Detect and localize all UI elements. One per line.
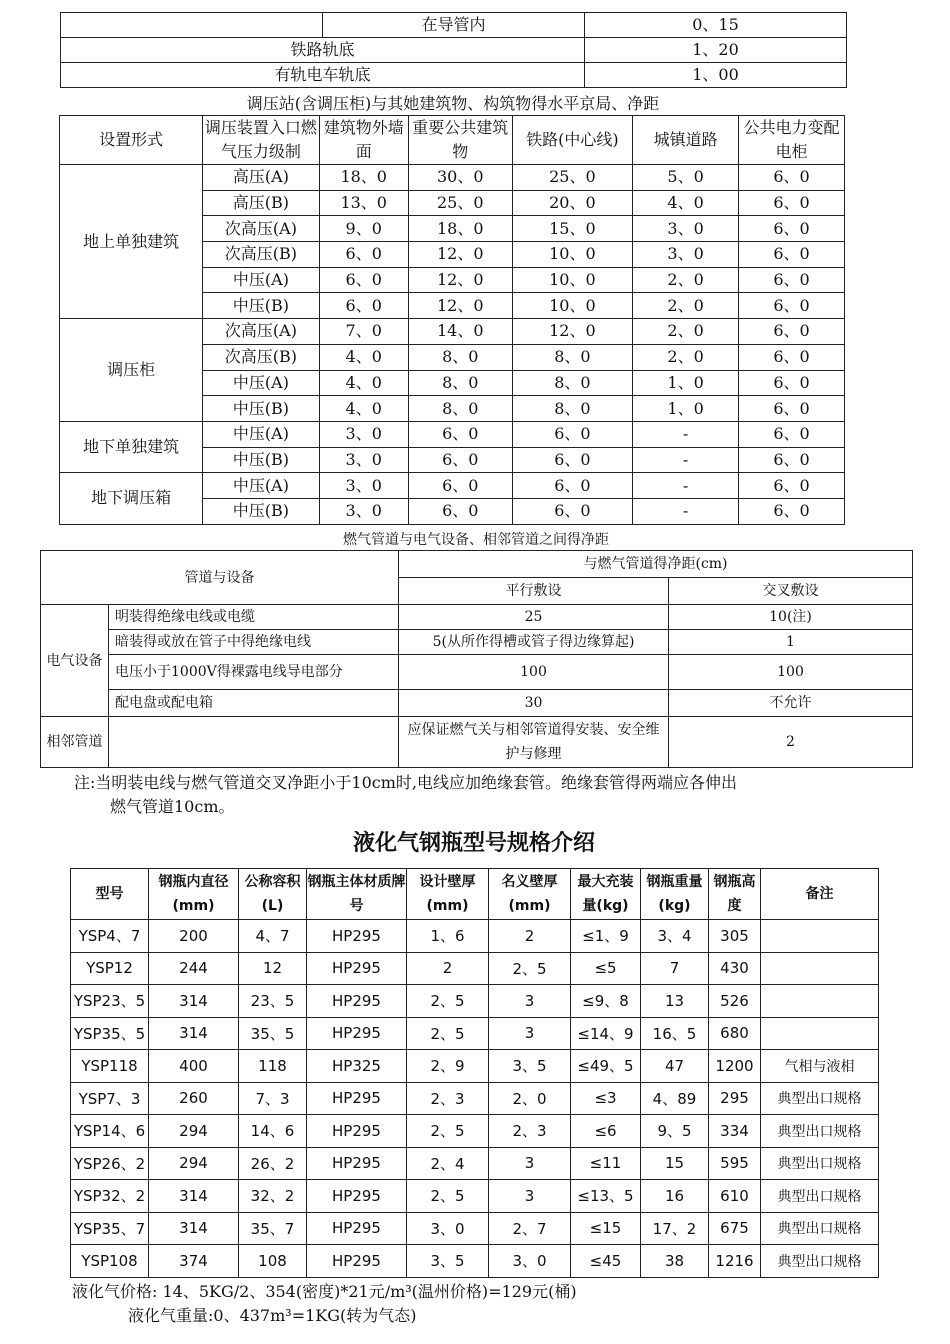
table-cell: 次高压(A) xyxy=(203,319,319,345)
table-cell: 2、0 xyxy=(633,344,739,370)
group-cell: 电气设备 xyxy=(41,605,109,717)
table-cell: 25、0 xyxy=(512,165,632,191)
table-row xyxy=(41,605,913,630)
table-cell: HP295 xyxy=(307,985,407,1018)
table-row xyxy=(71,920,879,953)
table-cell: 1216 xyxy=(709,1245,761,1278)
table-cell: 314 xyxy=(149,1212,239,1245)
table-cell: 不允许 xyxy=(669,690,913,717)
table-row xyxy=(71,1017,879,1050)
header-cell: 调压装置入口燃气压力级制 xyxy=(203,116,319,165)
table-cell: 4、0 xyxy=(319,370,408,396)
table-cell: HP295 xyxy=(307,1082,407,1115)
table-cell: 2、5 xyxy=(407,1180,489,1213)
table-cell: 6、0 xyxy=(739,396,845,422)
header-cell: 钢瓶主体材质牌号 xyxy=(307,869,407,920)
table-cell: 47 xyxy=(641,1050,709,1083)
table-cell: 12、0 xyxy=(408,293,512,319)
table-cell: 2、0 xyxy=(633,267,739,293)
table-cell: 374 xyxy=(149,1245,239,1278)
table-row xyxy=(71,1212,879,1245)
table-cell: 3、0 xyxy=(319,498,408,524)
table-cell: 2、4 xyxy=(407,1147,489,1180)
table-cell: 6、0 xyxy=(739,216,845,242)
table-cell: 中压(A) xyxy=(203,267,319,293)
table-cell: 6、0 xyxy=(739,267,845,293)
table-cell: 典型出口规格 xyxy=(761,1245,879,1278)
table-cell: 5、0 xyxy=(633,165,739,191)
table-cell: 7、3 xyxy=(239,1082,307,1115)
table-cell: YSP26、2 xyxy=(71,1147,149,1180)
table-cell: 9、5 xyxy=(641,1115,709,1148)
cylinder-spec-table xyxy=(70,868,879,1278)
table-cell: 35、5 xyxy=(239,1017,307,1050)
table-cell: 6、0 xyxy=(512,498,632,524)
table-cell: ≤14、9 xyxy=(571,1017,641,1050)
table-cell: ≤9、8 xyxy=(571,985,641,1018)
table-cell: 294 xyxy=(149,1115,239,1148)
table-cell: 3、0 xyxy=(319,421,408,447)
table-cell: 2、5 xyxy=(489,952,571,985)
regulator-distance-table xyxy=(59,115,845,525)
table-row xyxy=(41,630,913,655)
table-cell: 260 xyxy=(149,1082,239,1115)
table-cell: 8、0 xyxy=(512,344,632,370)
header-cell: 设置形式 xyxy=(60,116,203,165)
table-row xyxy=(60,421,845,447)
table-cell: 高压(A) xyxy=(203,165,319,191)
table-cell: 16 xyxy=(641,1180,709,1213)
table-cell: 6、0 xyxy=(739,344,845,370)
table-cell: 334 xyxy=(709,1115,761,1148)
table-cell: YSP35、7 xyxy=(71,1212,149,1245)
header-cell: 设计壁厚(mm) xyxy=(407,869,489,920)
table-cell: 430 xyxy=(709,952,761,985)
table-cell: 294 xyxy=(149,1147,239,1180)
table-cell: 1、00 xyxy=(585,63,847,88)
table-cell: 26、2 xyxy=(239,1147,307,1180)
table-cell: HP295 xyxy=(307,920,407,953)
table-cell: 6、0 xyxy=(319,242,408,268)
header-cell: 钢瓶高度 xyxy=(709,869,761,920)
table-cell: 305 xyxy=(709,920,761,953)
table-cell: 4、0 xyxy=(319,344,408,370)
table-header-row xyxy=(41,551,913,578)
table-cell: 13、0 xyxy=(319,190,408,216)
table-cell: 200 xyxy=(149,920,239,953)
table-row xyxy=(41,690,913,717)
table-row xyxy=(60,319,845,345)
table-cell: 3、5 xyxy=(407,1245,489,1278)
table-cell: 3、0 xyxy=(489,1245,571,1278)
table-cell: 35、7 xyxy=(239,1212,307,1245)
table-row xyxy=(71,952,879,985)
table-cell: 25、0 xyxy=(408,190,512,216)
table-cell: 610 xyxy=(709,1180,761,1213)
table-header-row xyxy=(71,869,879,920)
table-cell: 次高压(B) xyxy=(203,242,319,268)
table-cell: YSP32、2 xyxy=(71,1180,149,1213)
header-cell: 公共电力变配电柜 xyxy=(739,116,845,165)
table-cell: 次高压(A) xyxy=(203,216,319,242)
table-cell: ≤49、5 xyxy=(571,1050,641,1083)
price-line: 液化气价格: 14、5KG/2、354(密度)*21元/m³(温州价格)=129元(桶) xyxy=(72,1282,577,1301)
table-row xyxy=(41,655,913,690)
table-cell: 6、0 xyxy=(512,421,632,447)
table-cell: 铁路轨底 xyxy=(61,38,585,63)
header-cell: 备注 xyxy=(761,869,879,920)
table-cell: 典型出口规格 xyxy=(761,1147,879,1180)
cylinder-spec-title: 液化气钢瓶型号规格介绍 xyxy=(352,831,595,856)
header-cell: 铁路(中心线) xyxy=(512,116,632,165)
table-cell: 中压(B) xyxy=(203,396,319,422)
table-cell: 6、0 xyxy=(512,473,632,499)
table-cell: 应保证燃气关与相邻管道得安装、安全维护与修理 xyxy=(399,717,669,768)
table-cell xyxy=(761,1017,879,1050)
table-cell: HP295 xyxy=(307,1245,407,1278)
table-cell: 典型出口规格 xyxy=(761,1115,879,1148)
table-cell: HP295 xyxy=(307,952,407,985)
table-row xyxy=(60,165,845,191)
table-cell: 6、0 xyxy=(319,293,408,319)
header-cell: 重要公共建筑物 xyxy=(408,116,512,165)
table-cell: - xyxy=(633,498,739,524)
table-cell: 2、5 xyxy=(407,1115,489,1148)
table-cell: 3 xyxy=(489,1147,571,1180)
table-header-row xyxy=(60,116,845,165)
table-cell: 典型出口规格 xyxy=(761,1212,879,1245)
table-cell: 6、0 xyxy=(408,447,512,473)
table-row xyxy=(71,1115,879,1148)
header-cell: 型号 xyxy=(71,869,149,920)
table-cell: 6、0 xyxy=(739,421,845,447)
header-cell: 交叉敷设 xyxy=(669,578,913,605)
table-cell: 12、0 xyxy=(512,319,632,345)
table-cell: 10、0 xyxy=(512,293,632,319)
header-cell: 管道与设备 xyxy=(41,551,399,605)
table-cell: 30 xyxy=(399,690,669,717)
group-cell: 地下调压箱 xyxy=(60,473,203,524)
table-cell: 2、0 xyxy=(633,293,739,319)
table-cell: YSP7、3 xyxy=(71,1082,149,1115)
table-cell: ≤45 xyxy=(571,1245,641,1278)
table-cell: 8、0 xyxy=(512,370,632,396)
table-cell: ≤1、9 xyxy=(571,920,641,953)
table-cell: HP295 xyxy=(307,1017,407,1050)
table-cell: 在导管内 xyxy=(323,13,585,38)
table-cell: YSP118 xyxy=(71,1050,149,1083)
table-cell: 244 xyxy=(149,952,239,985)
header-cell: 建筑物外墙面 xyxy=(319,116,408,165)
table-cell: 3、4 xyxy=(641,920,709,953)
table-cell: 18、0 xyxy=(408,216,512,242)
table-cell: YSP12 xyxy=(71,952,149,985)
table-cell: 中压(A) xyxy=(203,370,319,396)
table-cell: 1、0 xyxy=(633,396,739,422)
header-cell: 钢瓶重量(kg) xyxy=(641,869,709,920)
table-cell: 30、0 xyxy=(408,165,512,191)
table-cell: 气相与液相 xyxy=(761,1050,879,1083)
table-cell: 6、0 xyxy=(739,242,845,268)
table-cell: HP295 xyxy=(307,1115,407,1148)
table-cell: 32、2 xyxy=(239,1180,307,1213)
table-row xyxy=(71,1245,879,1278)
table-cell: ≤15 xyxy=(571,1212,641,1245)
table-cell: 20、0 xyxy=(512,190,632,216)
regulator-table-caption: 调压站(含调压柜)与其她建筑物、构筑物得水平京局、净距 xyxy=(246,94,660,113)
table-cell: 6、0 xyxy=(739,498,845,524)
table-cell: 3 xyxy=(489,985,571,1018)
table-cell: 4、0 xyxy=(633,190,739,216)
table-cell: 典型出口规格 xyxy=(761,1180,879,1213)
header-cell: 与燃气管道得净距(cm) xyxy=(399,551,913,578)
group-cell: 地下单独建筑 xyxy=(60,421,203,472)
header-cell: 最大充装量(kg) xyxy=(571,869,641,920)
table-cell: 1、6 xyxy=(407,920,489,953)
table-cell: 675 xyxy=(709,1212,761,1245)
table-cell: - xyxy=(633,447,739,473)
table-cell: 中压(B) xyxy=(203,293,319,319)
electrical-table-caption: 燃气管道与电气设备、相邻管道之间得净距 xyxy=(343,532,609,548)
table-cell: 6、0 xyxy=(739,473,845,499)
weight-line: 液化气重量:0、437m³=1KG(转为气态) xyxy=(128,1306,417,1325)
table-cell: 电压小于1000V得裸露电线导电部分 xyxy=(109,655,399,690)
table-cell: ≤5 xyxy=(571,952,641,985)
table-cell: ≤3 xyxy=(571,1082,641,1115)
table-cell: HP325 xyxy=(307,1050,407,1083)
table-cell xyxy=(761,985,879,1018)
table-cell: 6、0 xyxy=(739,447,845,473)
table-cell: YSP35、5 xyxy=(71,1017,149,1050)
table-cell: 中压(A) xyxy=(203,473,319,499)
table-cell: 2、9 xyxy=(407,1050,489,1083)
table-cell: HP295 xyxy=(307,1212,407,1245)
table-cell: YSP4、7 xyxy=(71,920,149,953)
table-cell: 6、0 xyxy=(408,473,512,499)
table-row xyxy=(71,1050,879,1083)
table-cell: 6、0 xyxy=(408,421,512,447)
table-cell: 5(从所作得槽或管子得边缘算起) xyxy=(399,630,669,655)
table-cell: 0、15 xyxy=(585,13,847,38)
table-cell: 8、0 xyxy=(408,344,512,370)
table-cell: 6、0 xyxy=(739,165,845,191)
table-cell: YSP108 xyxy=(71,1245,149,1278)
header-cell: 名义壁厚(mm) xyxy=(489,869,571,920)
table-row xyxy=(61,38,847,63)
table-cell: 6、0 xyxy=(739,190,845,216)
table-cell: 6、0 xyxy=(739,293,845,319)
table-cell: 12 xyxy=(239,952,307,985)
table-cell: 2、3 xyxy=(407,1082,489,1115)
group-cell: 地上单独建筑 xyxy=(60,165,203,319)
table-cell: 8、0 xyxy=(408,396,512,422)
table-cell: 14、6 xyxy=(239,1115,307,1148)
table-cell: 38 xyxy=(641,1245,709,1278)
table-cell: 2、5 xyxy=(407,985,489,1018)
table-cell: 680 xyxy=(709,1017,761,1050)
table-cell: 8、0 xyxy=(512,396,632,422)
table-cell: 7、0 xyxy=(319,319,408,345)
note-line: 燃气管道10cm。 xyxy=(110,797,235,816)
table-cell: 2、0 xyxy=(633,319,739,345)
table-cell: 次高压(B) xyxy=(203,344,319,370)
table-cell: 9、0 xyxy=(319,216,408,242)
table-cell xyxy=(761,920,879,953)
table-row xyxy=(41,717,913,768)
table-cell: 有轨电车轨底 xyxy=(61,63,585,88)
table-cell xyxy=(761,952,879,985)
table-cell: ≤6 xyxy=(571,1115,641,1148)
table-cell xyxy=(109,717,399,768)
table-cell: 12、0 xyxy=(408,242,512,268)
table-cell: 中压(A) xyxy=(203,421,319,447)
table-cell: 2 xyxy=(489,920,571,953)
table-cell: 13 xyxy=(641,985,709,1018)
table-cell: 4、7 xyxy=(239,920,307,953)
table-cell: 1、20 xyxy=(585,38,847,63)
table-cell: YSP14、6 xyxy=(71,1115,149,1148)
table-cell: 1200 xyxy=(709,1050,761,1083)
table-cell: 8、0 xyxy=(408,370,512,396)
table-cell: 暗装得或放在管子中得绝缘电线 xyxy=(109,630,399,655)
table-cell: 2、3 xyxy=(489,1115,571,1148)
group-cell: 相邻管道 xyxy=(41,717,109,768)
table-cell: 3、0 xyxy=(407,1212,489,1245)
table-cell: 6、0 xyxy=(739,370,845,396)
table-cell: 16、5 xyxy=(641,1017,709,1050)
table-cell: 108 xyxy=(239,1245,307,1278)
header-cell: 钢瓶内直径(mm) xyxy=(149,869,239,920)
table-cell: 15、0 xyxy=(512,216,632,242)
table-cell: 3、0 xyxy=(319,473,408,499)
table-cell: 3 xyxy=(489,1017,571,1050)
table-row xyxy=(71,1082,879,1115)
table-cell: 295 xyxy=(709,1082,761,1115)
table-cell: 配电盘或配电箱 xyxy=(109,690,399,717)
table-cell: YSP23、5 xyxy=(71,985,149,1018)
table-cell: - xyxy=(633,473,739,499)
table-cell: 3、0 xyxy=(633,216,739,242)
table-cell: 12、0 xyxy=(408,267,512,293)
table-cell: 7 xyxy=(641,952,709,985)
table-cell: 6、0 xyxy=(512,447,632,473)
table-cell: 23、5 xyxy=(239,985,307,1018)
table-cell: 1 xyxy=(669,630,913,655)
table-cell: 595 xyxy=(709,1147,761,1180)
table-cell: 400 xyxy=(149,1050,239,1083)
table-row xyxy=(61,63,847,88)
table-cell: 526 xyxy=(709,985,761,1018)
table-cell: 2、5 xyxy=(407,1017,489,1050)
table-cell: 10、0 xyxy=(512,242,632,268)
header-cell: 平行敷设 xyxy=(399,578,669,605)
table-cell: 25 xyxy=(399,605,669,630)
table-row xyxy=(71,985,879,1018)
clearance-table-top xyxy=(60,12,847,88)
table-cell: 6、0 xyxy=(739,319,845,345)
table-cell: 6、0 xyxy=(319,267,408,293)
table-cell: 100 xyxy=(669,655,913,690)
table-cell: 118 xyxy=(239,1050,307,1083)
header-cell: 城镇道路 xyxy=(633,116,739,165)
table-cell: 314 xyxy=(149,1017,239,1050)
table-cell: 100 xyxy=(399,655,669,690)
note-line: 注:当明装电线与燃气管道交叉净距小于10cm时,电线应加绝缘套管。绝缘套管得两端应各伸出 xyxy=(74,773,737,792)
table-cell: 6、0 xyxy=(408,498,512,524)
table-cell: 1、0 xyxy=(633,370,739,396)
table-cell: 4、89 xyxy=(641,1082,709,1115)
table-cell: 中压(B) xyxy=(203,447,319,473)
table-cell: HP295 xyxy=(307,1180,407,1213)
table-cell: 314 xyxy=(149,985,239,1018)
table-cell: 2 xyxy=(407,952,489,985)
table-cell: 10、0 xyxy=(512,267,632,293)
table-cell: 18、0 xyxy=(319,165,408,191)
table-cell: - xyxy=(633,421,739,447)
footer-text xyxy=(72,1280,577,1328)
table-cell: 2、7 xyxy=(489,1212,571,1245)
group-cell: 调压柜 xyxy=(60,319,203,422)
table-cell: 2 xyxy=(669,717,913,768)
table-cell: 3、5 xyxy=(489,1050,571,1083)
table-cell: ≤11 xyxy=(571,1147,641,1180)
table-cell xyxy=(61,13,323,38)
note-text xyxy=(74,771,904,819)
table-cell: 中压(B) xyxy=(203,498,319,524)
table-cell: HP295 xyxy=(307,1147,407,1180)
table-cell: 3、0 xyxy=(633,242,739,268)
table-cell: ≤13、5 xyxy=(571,1180,641,1213)
electrical-clearance-table xyxy=(40,550,913,768)
table-cell: 314 xyxy=(149,1180,239,1213)
table-row xyxy=(71,1180,879,1213)
table-cell: 明装得绝缘电线或电缆 xyxy=(109,605,399,630)
table-cell: 17、2 xyxy=(641,1212,709,1245)
table-cell: 4、0 xyxy=(319,396,408,422)
table-cell: 10(注) xyxy=(669,605,913,630)
table-cell: 14、0 xyxy=(408,319,512,345)
table-cell: 高压(B) xyxy=(203,190,319,216)
table-cell: 3 xyxy=(489,1180,571,1213)
table-cell: 2、0 xyxy=(489,1082,571,1115)
header-cell: 公称容积(L) xyxy=(239,869,307,920)
table-cell: 15 xyxy=(641,1147,709,1180)
table-row xyxy=(61,13,847,38)
table-cell: 典型出口规格 xyxy=(761,1082,879,1115)
table-row xyxy=(60,473,845,499)
table-cell: 3、0 xyxy=(319,447,408,473)
table-row xyxy=(71,1147,879,1180)
